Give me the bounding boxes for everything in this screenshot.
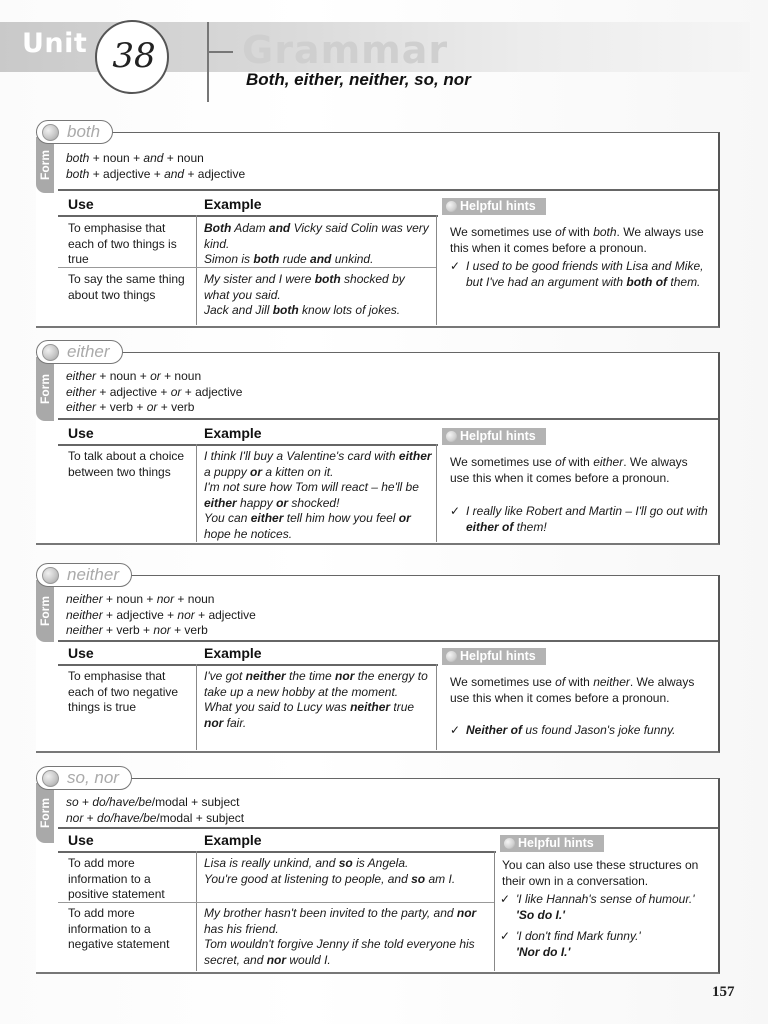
helpful-hints-text: Helpful hints <box>460 199 536 213</box>
form-line: either + adjective + or + adjective <box>66 384 243 399</box>
helpful-hints-text: Helpful hints <box>518 836 594 850</box>
helpful-hints-label <box>442 648 546 665</box>
form-line: neither + verb + nor + verb <box>66 623 208 637</box>
section-frame <box>36 132 720 328</box>
section-title: both <box>67 122 101 141</box>
form-tab <box>36 783 54 843</box>
unit-label: Unit <box>22 28 88 59</box>
header-divider <box>58 851 496 853</box>
check-icon: ✓ <box>450 504 461 518</box>
section-either <box>36 340 720 545</box>
form-divider <box>58 827 718 829</box>
bullet-icon <box>42 124 59 141</box>
page-subtitle: Both, either, neither, so, nor <box>246 70 471 89</box>
hint-example: ✓ 'I like Hannah's sense of humour.' 'So do I.' <box>500 892 695 922</box>
column-divider <box>196 851 197 971</box>
hint-text: We sometimes use of with neither. We always use this when it comes before a pronoun. <box>450 675 695 705</box>
section-neither <box>36 563 720 755</box>
hint-bullet-icon <box>446 431 457 442</box>
column-divider <box>436 664 437 750</box>
section-heading: Grammar <box>242 28 449 72</box>
form-block <box>66 369 242 416</box>
hint-example: ✓ Neither of us found Jason's joke funny. <box>450 723 676 737</box>
example-column-header: Example <box>204 425 262 441</box>
form-tab <box>36 357 54 421</box>
example-cell: I've got neither the time nor the energy to take up a new hobby at the moment. What you said to Lucy was neither true nor fair. <box>204 669 428 730</box>
form-line: either + noun + or + noun <box>66 369 202 383</box>
unit-header <box>0 14 768 104</box>
hint-bullet-icon <box>446 651 457 662</box>
helpful-hints-text: Helpful hints <box>460 429 536 443</box>
bullet-icon <box>42 344 59 361</box>
use-cell: To talk about a choice between two things <box>68 449 185 479</box>
example-column-header: Example <box>204 645 262 661</box>
bullet-icon <box>42 567 59 584</box>
example-column-header: Example <box>204 196 262 212</box>
form-line: nor + do/have/be/modal + subject <box>66 810 245 825</box>
column-divider <box>196 215 197 325</box>
section-frame <box>36 575 720 753</box>
form-tab-label: Form <box>38 150 52 180</box>
header-divider <box>58 664 438 666</box>
hint-text: We sometimes use of with either. We always use this when it comes before a pronoun. <box>450 455 688 485</box>
header-divider <box>58 215 438 217</box>
column-divider <box>196 444 197 542</box>
helpful-hints-label <box>500 835 604 852</box>
form-block <box>66 592 256 639</box>
section-title-pill <box>36 563 132 587</box>
check-icon: ✓ <box>500 892 511 906</box>
unit-number: 38 <box>112 36 156 76</box>
column-divider <box>494 851 495 971</box>
example-column-header: Example <box>204 832 262 848</box>
check-icon: ✓ <box>450 723 461 737</box>
use-cell: To add more information to a negative statement <box>68 906 170 951</box>
check-icon: ✓ <box>450 259 461 273</box>
section-so-nor <box>36 766 720 976</box>
use-cell: To add more information to a positive statement <box>68 856 165 901</box>
form-tab-label: Form <box>38 596 52 626</box>
use-cell: To emphasise that each of two things is true <box>68 221 177 266</box>
hint-bullet-icon <box>504 838 515 849</box>
section-frame <box>36 778 720 974</box>
section-title-pill <box>36 120 113 144</box>
use-cell: To say the same thing about two things <box>68 272 185 302</box>
form-block <box>66 151 245 182</box>
header-tick <box>207 51 233 53</box>
section-title-pill <box>36 340 123 364</box>
column-divider <box>196 664 197 750</box>
helpful-hints-label <box>442 428 546 445</box>
use-column-header: Use <box>68 645 94 661</box>
form-tab-label: Form <box>38 798 52 828</box>
section-title: either <box>67 342 110 361</box>
example-cell: Both Adam and Vicky said Colin was very kind. Simon is both rude and unkind. <box>204 221 429 266</box>
check-icon: ✓ <box>500 929 511 943</box>
hint-example: ✓ 'I don't find Mark funny.' 'Nor do I.' <box>500 929 641 959</box>
bullet-icon <box>42 770 59 787</box>
use-column-header: Use <box>68 832 94 848</box>
hint-text: We sometimes use of with both. We always use this when it comes before a pronoun. <box>450 225 704 255</box>
helpful-hints-text: Helpful hints <box>460 649 536 663</box>
section-both <box>36 120 720 330</box>
section-title: so, nor <box>67 768 119 787</box>
form-tab <box>36 137 54 193</box>
form-line: neither + noun + nor + noun <box>66 592 215 606</box>
hint-text: You can also use these structures on their own in a conversation. <box>502 858 699 888</box>
hint-example: ✓ I really like Robert and Martin – I'll go out with either of them! <box>450 504 708 534</box>
unit-number-badge <box>95 20 169 94</box>
form-divider <box>58 189 718 191</box>
use-column-header: Use <box>68 425 94 441</box>
use-cell: To emphasise that each of two negative things is true <box>68 669 179 714</box>
header-divider <box>58 444 438 446</box>
hint-bullet-icon <box>446 201 457 212</box>
form-divider <box>58 418 718 420</box>
form-line: both + adjective + and + adjective <box>66 166 246 181</box>
example-cell: My brother hasn't been invited to the party, and nor has his friend. Tom wouldn't forgive Jenny if she told everyone his secret, and nor would I. <box>204 906 477 967</box>
column-divider <box>436 215 437 325</box>
form-tab <box>36 580 54 642</box>
form-tab-label: Form <box>38 374 52 404</box>
section-title: neither <box>67 565 119 584</box>
row-divider <box>58 267 436 268</box>
form-line: neither + adjective + nor + adjective <box>66 607 256 622</box>
row-divider <box>58 902 494 903</box>
header-divider <box>207 22 209 102</box>
form-block <box>66 795 244 826</box>
section-frame <box>36 352 720 545</box>
hint-example: ✓ I used to be good friends with Lisa and Mike, but I've had an argument with both of them. <box>450 259 704 289</box>
form-line: either + verb + or + verb <box>66 400 195 414</box>
section-title-pill <box>36 766 132 790</box>
use-column-header: Use <box>68 196 94 212</box>
example-cell: I think I'll buy a Valentine's card with either a puppy or a kitten on it. I'm not sure how Tom will react – he'll be either happy or shocked! You can either tell him how you feel or hope he notices. <box>204 449 432 541</box>
form-divider <box>58 640 718 642</box>
example-cell: My sister and I were both shocked by what you said. Jack and Jill both know lots of jokes. <box>204 272 405 317</box>
form-line: both + noun + and + noun <box>66 151 204 165</box>
form-line: so + do/have/be/modal + subject <box>66 795 240 809</box>
helpful-hints-label <box>442 198 546 215</box>
page-number: 157 <box>712 984 735 1000</box>
example-cell: Lisa is really unkind, and so is Angela. You're good at listening to people, and so am I. <box>204 856 456 886</box>
column-divider <box>436 444 437 542</box>
